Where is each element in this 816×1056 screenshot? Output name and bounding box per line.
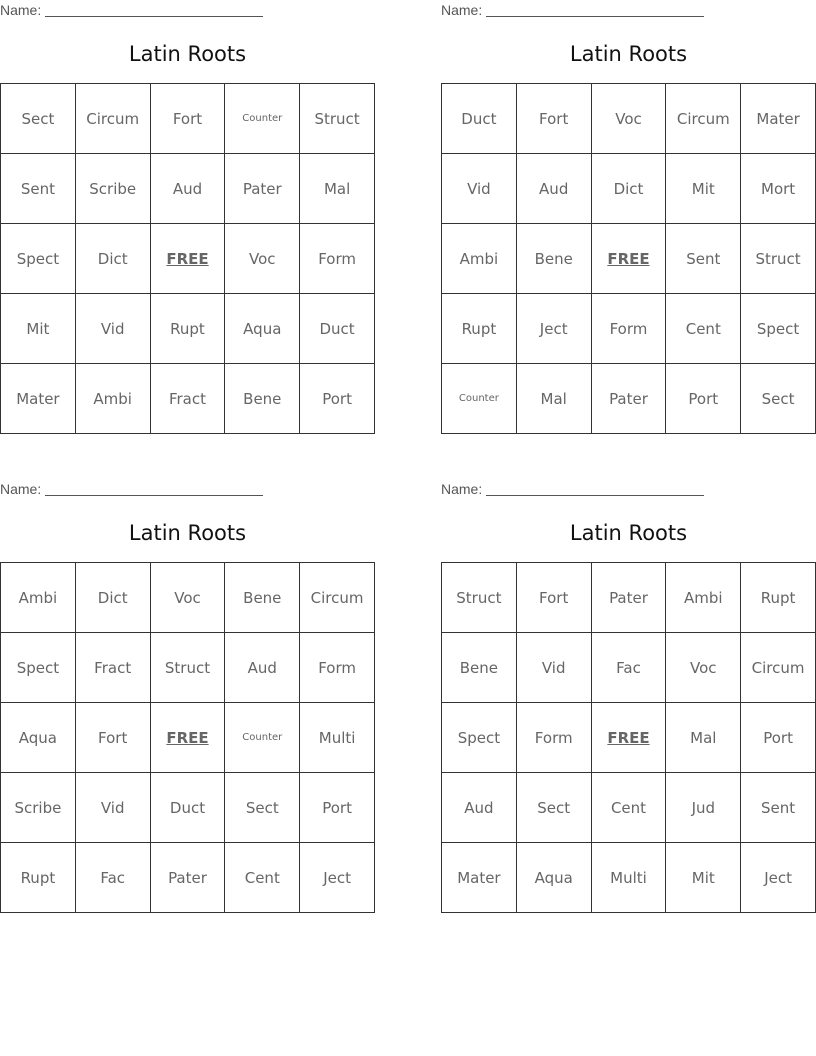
bingo-cell[interactable]: Vid [76, 773, 151, 843]
bingo-cell[interactable]: Counter [225, 703, 300, 773]
bingo-cell[interactable]: Voc [592, 84, 667, 154]
card-title: Latin Roots [569, 42, 688, 66]
bingo-cell[interactable]: Fort [517, 563, 592, 633]
bingo-cell[interactable]: Mater [741, 84, 816, 154]
bingo-cell[interactable]: Form [592, 294, 667, 364]
bingo-cell[interactable]: Vid [76, 294, 151, 364]
bingo-cell[interactable]: Sent [1, 154, 76, 224]
free-space-cell[interactable]: FREE [151, 224, 226, 294]
bingo-cell[interactable]: Sect [741, 364, 816, 434]
name-label: Name: [441, 481, 483, 497]
free-space-cell[interactable]: FREE [592, 224, 667, 294]
bingo-cell[interactable]: Ject [517, 294, 592, 364]
bingo-cell[interactable]: Mit [666, 154, 741, 224]
bingo-cell[interactable]: Sent [666, 224, 741, 294]
name-field [0, 2, 263, 18]
bingo-cell[interactable]: Pater [592, 364, 667, 434]
bingo-cell[interactable]: Aud [225, 633, 300, 703]
bingo-cell[interactable]: Circum [76, 84, 151, 154]
bingo-cell[interactable]: Ambi [76, 364, 151, 434]
bingo-cell[interactable]: Circum [300, 563, 375, 633]
bingo-cell[interactable]: Fac [76, 843, 151, 913]
bingo-cell[interactable]: Sect [1, 84, 76, 154]
bingo-cell[interactable]: Port [300, 364, 375, 434]
name-field [0, 481, 263, 497]
bingo-cell[interactable]: Sent [741, 773, 816, 843]
bingo-cell[interactable]: Fract [151, 364, 226, 434]
bingo-cell[interactable]: Mit [666, 843, 741, 913]
name-blank-line[interactable] [45, 2, 263, 17]
bingo-cell[interactable]: Aqua [1, 703, 76, 773]
bingo-cell[interactable]: Duct [442, 84, 517, 154]
name-label: Name: [0, 481, 42, 497]
bingo-cell[interactable]: Rupt [1, 843, 76, 913]
bingo-cell[interactable]: Aqua [225, 294, 300, 364]
name-blank-line[interactable] [486, 2, 704, 17]
bingo-cell[interactable]: Cent [592, 773, 667, 843]
bingo-cell[interactable]: Spect [1, 633, 76, 703]
bingo-cell[interactable]: Ject [741, 843, 816, 913]
bingo-cell[interactable]: Rupt [151, 294, 226, 364]
bingo-cell[interactable]: Sect [517, 773, 592, 843]
bingo-cell[interactable]: Fort [76, 703, 151, 773]
bingo-cell[interactable]: Sect [225, 773, 300, 843]
bingo-cell[interactable]: Cent [666, 294, 741, 364]
bingo-cell[interactable]: Mal [517, 364, 592, 434]
card-title: Latin Roots [128, 521, 247, 545]
bingo-cell[interactable]: Aqua [517, 843, 592, 913]
bingo-grid [0, 562, 375, 913]
bingo-cell[interactable]: Counter [225, 84, 300, 154]
bingo-cell[interactable]: Scribe [1, 773, 76, 843]
bingo-cell[interactable]: Circum [666, 84, 741, 154]
bingo-grid [441, 83, 816, 434]
bingo-cell[interactable]: Spect [442, 703, 517, 773]
name-field [441, 2, 704, 18]
free-space-cell[interactable]: FREE [592, 703, 667, 773]
bingo-cell[interactable]: Aud [151, 154, 226, 224]
bingo-cell[interactable]: Struct [741, 224, 816, 294]
bingo-cell[interactable]: Mal [666, 703, 741, 773]
bingo-card-4 [441, 479, 816, 913]
bingo-cell[interactable]: Scribe [76, 154, 151, 224]
bingo-card-3 [0, 479, 375, 913]
bingo-cell[interactable]: Spect [741, 294, 816, 364]
name-label: Name: [0, 2, 42, 18]
bingo-cell[interactable]: Bene [225, 364, 300, 434]
bingo-cell[interactable]: Form [517, 703, 592, 773]
bingo-cell[interactable]: Counter [442, 364, 517, 434]
bingo-cell[interactable]: Pater [225, 154, 300, 224]
bingo-cell[interactable]: Cent [225, 843, 300, 913]
bingo-grid [441, 562, 816, 913]
bingo-cell[interactable]: Mit [1, 294, 76, 364]
bingo-cell[interactable]: Dict [592, 154, 667, 224]
bingo-cell[interactable]: Bene [442, 633, 517, 703]
bingo-cell[interactable]: Mort [741, 154, 816, 224]
bingo-cell[interactable]: Voc [666, 633, 741, 703]
bingo-cell[interactable]: Port [300, 773, 375, 843]
bingo-cell[interactable]: Struct [300, 84, 375, 154]
bingo-cell[interactable]: Struct [151, 633, 226, 703]
bingo-cell[interactable]: Dict [76, 563, 151, 633]
name-field [441, 481, 704, 497]
bingo-cell[interactable]: Bene [517, 224, 592, 294]
card-title: Latin Roots [569, 521, 688, 545]
bingo-cell[interactable]: Vid [517, 633, 592, 703]
bingo-cell[interactable]: Fort [151, 84, 226, 154]
bingo-cell[interactable]: Port [741, 703, 816, 773]
bingo-cell[interactable]: Jud [666, 773, 741, 843]
bingo-cell[interactable]: Ambi [666, 563, 741, 633]
bingo-cell[interactable]: Rupt [442, 294, 517, 364]
bingo-cell[interactable]: Form [300, 633, 375, 703]
bingo-cell[interactable]: Mal [300, 154, 375, 224]
bingo-cell[interactable]: Mater [442, 843, 517, 913]
bingo-grid [0, 83, 375, 434]
bingo-cell[interactable]: Mater [1, 364, 76, 434]
bingo-cell[interactable]: Duct [300, 294, 375, 364]
bingo-cell[interactable]: Fac [592, 633, 667, 703]
bingo-cell[interactable]: Port [666, 364, 741, 434]
bingo-cell[interactable]: Struct [442, 563, 517, 633]
bingo-cell[interactable]: Multi [300, 703, 375, 773]
name-label: Name: [441, 2, 483, 18]
name-blank-line[interactable] [45, 481, 263, 496]
card-title: Latin Roots [128, 42, 247, 66]
bingo-cell[interactable]: Duct [151, 773, 226, 843]
bingo-cell[interactable]: Fract [76, 633, 151, 703]
bingo-card-1 [0, 0, 375, 434]
bingo-cell[interactable]: Pater [151, 843, 226, 913]
bingo-cell[interactable]: Bene [225, 563, 300, 633]
bingo-cell[interactable]: Ject [300, 843, 375, 913]
bingo-card-2 [441, 0, 816, 434]
bingo-cell[interactable]: Form [300, 224, 375, 294]
bingo-cell[interactable]: Voc [225, 224, 300, 294]
bingo-cell[interactable]: Multi [592, 843, 667, 913]
name-blank-line[interactable] [486, 481, 704, 496]
bingo-cell[interactable]: Voc [151, 563, 226, 633]
free-space-cell[interactable]: FREE [151, 703, 226, 773]
bingo-cell[interactable]: Rupt [741, 563, 816, 633]
bingo-cell[interactable]: Ambi [1, 563, 76, 633]
bingo-cell[interactable]: Aud [517, 154, 592, 224]
bingo-cell[interactable]: Circum [741, 633, 816, 703]
bingo-cell[interactable]: Vid [442, 154, 517, 224]
bingo-cell[interactable]: Aud [442, 773, 517, 843]
bingo-cell[interactable]: Ambi [442, 224, 517, 294]
bingo-cell[interactable]: Fort [517, 84, 592, 154]
bingo-cell[interactable]: Spect [1, 224, 76, 294]
bingo-cell[interactable]: Dict [76, 224, 151, 294]
bingo-cell[interactable]: Pater [592, 563, 667, 633]
